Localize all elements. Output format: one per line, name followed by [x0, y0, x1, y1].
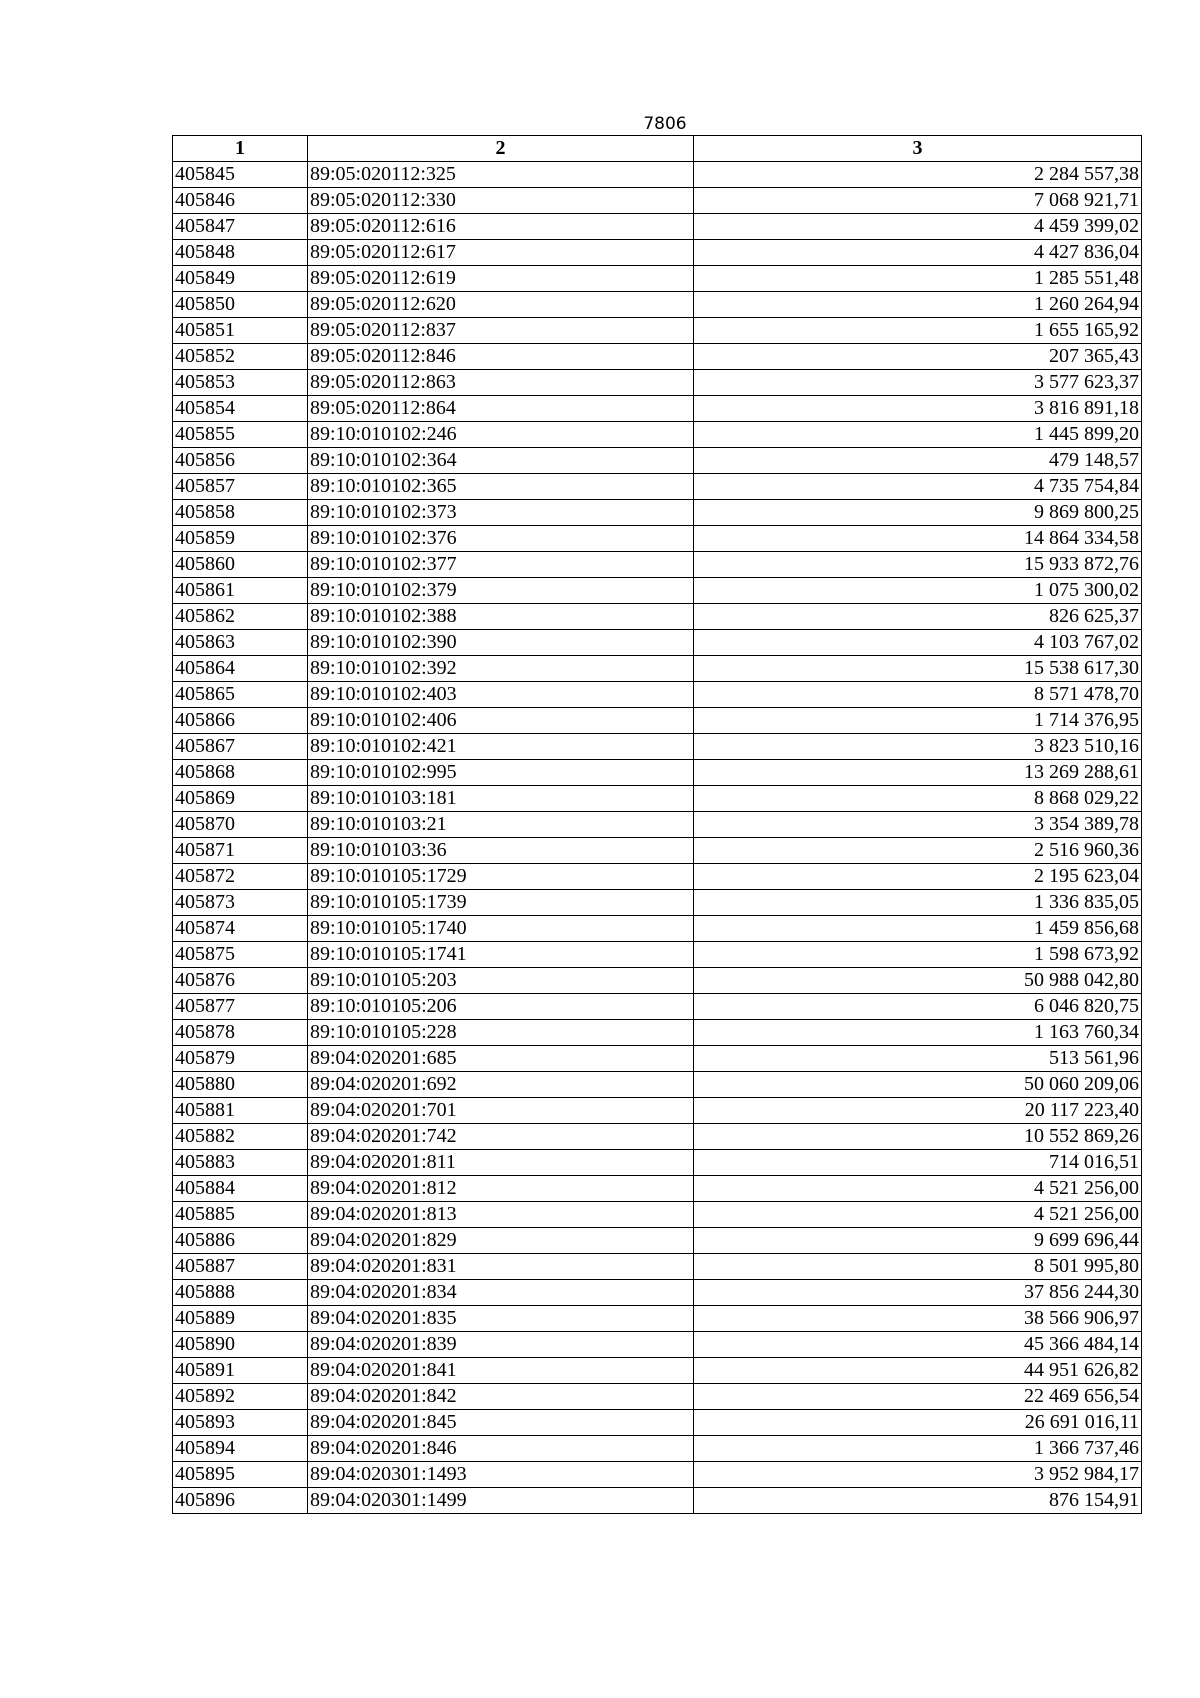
table-row: [173, 1150, 1142, 1176]
row-number-cell: 405854: [173, 396, 308, 422]
value-cell: 2 284 557,38: [694, 162, 1142, 188]
table-row: [173, 500, 1142, 526]
value-cell: 3 823 510,16: [694, 734, 1142, 760]
value-cell: 2 195 623,04: [694, 864, 1142, 890]
value-cell: 2 516 960,36: [694, 838, 1142, 864]
table-row: [173, 188, 1142, 214]
value-cell: 9 699 696,44: [694, 1228, 1142, 1254]
cadastral-number-cell: 89:04:020301:1493: [308, 1462, 694, 1488]
value-cell: 44 951 626,82: [694, 1358, 1142, 1384]
value-cell: 45 366 484,14: [694, 1332, 1142, 1358]
cadastral-number-cell: 89:04:020201:692: [308, 1072, 694, 1098]
cadastral-number-cell: 89:05:020112:846: [308, 344, 694, 370]
table-row: [173, 1202, 1142, 1228]
value-cell: 1 366 737,46: [694, 1436, 1142, 1462]
value-cell: 7 068 921,71: [694, 188, 1142, 214]
cadastral-number-cell: 89:04:020201:813: [308, 1202, 694, 1228]
row-number-cell: 405891: [173, 1358, 308, 1384]
row-number-cell: 405858: [173, 500, 308, 526]
row-number-cell: 405882: [173, 1124, 308, 1150]
row-number-cell: 405875: [173, 942, 308, 968]
table-row: [173, 1488, 1142, 1514]
table-row: [173, 838, 1142, 864]
row-number-cell: 405845: [173, 162, 308, 188]
cadastral-number-cell: 89:10:010102:373: [308, 500, 694, 526]
value-cell: 3 952 984,17: [694, 1462, 1142, 1488]
cadastral-number-cell: 89:10:010105:206: [308, 994, 694, 1020]
table-row: [173, 1436, 1142, 1462]
value-cell: 15 933 872,76: [694, 552, 1142, 578]
row-number-cell: 405893: [173, 1410, 308, 1436]
row-number-cell: 405870: [173, 812, 308, 838]
cadastral-number-cell: 89:04:020201:846: [308, 1436, 694, 1462]
table-row: [173, 1384, 1142, 1410]
cadastral-number-cell: 89:10:010102:403: [308, 682, 694, 708]
table-header-row: [173, 136, 1142, 162]
table-row: [173, 942, 1142, 968]
value-cell: 50 988 042,80: [694, 968, 1142, 994]
value-cell: 50 060 209,06: [694, 1072, 1142, 1098]
row-number-cell: 405877: [173, 994, 308, 1020]
row-number-cell: 405866: [173, 708, 308, 734]
cadastral-number-cell: 89:10:010105:1741: [308, 942, 694, 968]
page-number: 7806: [643, 114, 687, 134]
cadastral-number-cell: 89:10:010105:1740: [308, 916, 694, 942]
row-number-cell: 405887: [173, 1254, 308, 1280]
table-row: [173, 240, 1142, 266]
value-cell: 3 354 389,78: [694, 812, 1142, 838]
value-cell: 13 269 288,61: [694, 760, 1142, 786]
cadastral-number-cell: 89:10:010102:995: [308, 760, 694, 786]
table-row: [173, 1280, 1142, 1306]
table-row: [173, 474, 1142, 500]
cadastral-number-cell: 89:10:010102:376: [308, 526, 694, 552]
cadastral-number-cell: 89:04:020201:834: [308, 1280, 694, 1306]
table-row: [173, 1176, 1142, 1202]
cadastral-number-cell: 89:10:010102:246: [308, 422, 694, 448]
cadastral-number-cell: 89:04:020201:742: [308, 1124, 694, 1150]
value-cell: 15 538 617,30: [694, 656, 1142, 682]
value-cell: 513 561,96: [694, 1046, 1142, 1072]
row-number-cell: 405867: [173, 734, 308, 760]
table-row: [173, 266, 1142, 292]
cadastral-number-cell: 89:10:010102:377: [308, 552, 694, 578]
row-number-cell: 405889: [173, 1306, 308, 1332]
row-number-cell: 405883: [173, 1150, 308, 1176]
row-number-cell: 405869: [173, 786, 308, 812]
value-cell: 4 521 256,00: [694, 1202, 1142, 1228]
value-cell: 1 714 376,95: [694, 708, 1142, 734]
cadastral-number-cell: 89:10:010103:36: [308, 838, 694, 864]
value-cell: 714 016,51: [694, 1150, 1142, 1176]
value-cell: 38 566 906,97: [694, 1306, 1142, 1332]
row-number-cell: 405894: [173, 1436, 308, 1462]
value-cell: 1 285 551,48: [694, 266, 1142, 292]
row-number-cell: 405863: [173, 630, 308, 656]
row-number-cell: 405860: [173, 552, 308, 578]
row-number-cell: 405871: [173, 838, 308, 864]
table-row: [173, 1124, 1142, 1150]
row-number-cell: 405856: [173, 448, 308, 474]
cadastral-number-cell: 89:04:020201:685: [308, 1046, 694, 1072]
table-row: [173, 682, 1142, 708]
row-number-cell: 405857: [173, 474, 308, 500]
value-cell: 207 365,43: [694, 344, 1142, 370]
cadastral-number-cell: 89:05:020112:617: [308, 240, 694, 266]
cadastral-number-cell: 89:05:020112:620: [308, 292, 694, 318]
table-row: [173, 526, 1142, 552]
value-cell: 22 469 656,54: [694, 1384, 1142, 1410]
table-row: [173, 578, 1142, 604]
value-cell: 1 598 673,92: [694, 942, 1142, 968]
cadastral-number-cell: 89:04:020201:812: [308, 1176, 694, 1202]
value-cell: 20 117 223,40: [694, 1098, 1142, 1124]
row-number-cell: 405865: [173, 682, 308, 708]
value-cell: 26 691 016,11: [694, 1410, 1142, 1436]
row-number-cell: 405872: [173, 864, 308, 890]
cadastral-number-cell: 89:05:020112:863: [308, 370, 694, 396]
value-cell: 876 154,91: [694, 1488, 1142, 1514]
cadastral-number-cell: 89:04:020201:842: [308, 1384, 694, 1410]
table-row: [173, 1020, 1142, 1046]
cadastral-number-cell: 89:10:010103:21: [308, 812, 694, 838]
table-row: [173, 370, 1142, 396]
value-cell: 9 869 800,25: [694, 500, 1142, 526]
column-header-3: 3: [694, 136, 1142, 162]
row-number-cell: 405864: [173, 656, 308, 682]
row-number-cell: 405850: [173, 292, 308, 318]
value-cell: 8 501 995,80: [694, 1254, 1142, 1280]
row-number-cell: 405855: [173, 422, 308, 448]
value-cell: 1 163 760,34: [694, 1020, 1142, 1046]
cadastral-number-cell: 89:04:020201:845: [308, 1410, 694, 1436]
table-row: [173, 214, 1142, 240]
cadastral-number-cell: 89:05:020112:325: [308, 162, 694, 188]
value-cell: 1 445 899,20: [694, 422, 1142, 448]
cadastral-number-cell: 89:10:010105:228: [308, 1020, 694, 1046]
row-number-cell: 405853: [173, 370, 308, 396]
value-cell: 8 571 478,70: [694, 682, 1142, 708]
row-number-cell: 405876: [173, 968, 308, 994]
value-cell: 4 459 399,02: [694, 214, 1142, 240]
value-cell: 3 577 623,37: [694, 370, 1142, 396]
row-number-cell: 405880: [173, 1072, 308, 1098]
row-number-cell: 405848: [173, 240, 308, 266]
table-row: [173, 604, 1142, 630]
table-row: [173, 1462, 1142, 1488]
table-row: [173, 448, 1142, 474]
row-number-cell: 405862: [173, 604, 308, 630]
table-row: [173, 890, 1142, 916]
row-number-cell: 405847: [173, 214, 308, 240]
value-cell: 14 864 334,58: [694, 526, 1142, 552]
cadastral-number-cell: 89:04:020201:839: [308, 1332, 694, 1358]
row-number-cell: 405846: [173, 188, 308, 214]
table-row: [173, 1254, 1142, 1280]
cadastral-number-cell: 89:10:010102:365: [308, 474, 694, 500]
value-cell: 8 868 029,22: [694, 786, 1142, 812]
row-number-cell: 405873: [173, 890, 308, 916]
row-number-cell: 405849: [173, 266, 308, 292]
value-cell: 4 735 754,84: [694, 474, 1142, 500]
cadastral-number-cell: 89:10:010102:388: [308, 604, 694, 630]
table-row: [173, 630, 1142, 656]
table-row: [173, 396, 1142, 422]
row-number-cell: 405878: [173, 1020, 308, 1046]
row-number-cell: 405868: [173, 760, 308, 786]
row-number-cell: 405852: [173, 344, 308, 370]
value-cell: 37 856 244,30: [694, 1280, 1142, 1306]
value-cell: 826 625,37: [694, 604, 1142, 630]
table-row: [173, 734, 1142, 760]
cadastral-number-cell: 89:04:020201:829: [308, 1228, 694, 1254]
value-cell: 1 336 835,05: [694, 890, 1142, 916]
table-row: [173, 1358, 1142, 1384]
cadastral-number-cell: 89:10:010105:1729: [308, 864, 694, 890]
cadastral-number-cell: 89:04:020301:1499: [308, 1488, 694, 1514]
table-row: [173, 1046, 1142, 1072]
cadastral-number-cell: 89:05:020112:864: [308, 396, 694, 422]
row-number-cell: 405886: [173, 1228, 308, 1254]
table-row: [173, 318, 1142, 344]
row-number-cell: 405851: [173, 318, 308, 344]
cadastral-number-cell: 89:05:020112:616: [308, 214, 694, 240]
value-cell: 4 427 836,04: [694, 240, 1142, 266]
table-row: [173, 708, 1142, 734]
value-cell: 6 046 820,75: [694, 994, 1142, 1020]
cadastral-number-cell: 89:10:010102:392: [308, 656, 694, 682]
value-cell: 4 521 256,00: [694, 1176, 1142, 1202]
table-row: [173, 1410, 1142, 1436]
cadastral-number-cell: 89:05:020112:837: [308, 318, 694, 344]
cadastral-number-cell: 89:04:020201:831: [308, 1254, 694, 1280]
cadastral-number-cell: 89:10:010102:406: [308, 708, 694, 734]
table-row: [173, 292, 1142, 318]
row-number-cell: 405884: [173, 1176, 308, 1202]
row-number-cell: 405892: [173, 1384, 308, 1410]
table-row: [173, 656, 1142, 682]
cadastral-number-cell: 89:04:020201:841: [308, 1358, 694, 1384]
cadastral-number-cell: 89:10:010102:390: [308, 630, 694, 656]
table-row: [173, 1306, 1142, 1332]
table-row: [173, 1098, 1142, 1124]
table-row: [173, 916, 1142, 942]
cadastral-number-cell: 89:04:020201:701: [308, 1098, 694, 1124]
cadastral-number-cell: 89:10:010103:181: [308, 786, 694, 812]
cadastral-number-cell: 89:05:020112:330: [308, 188, 694, 214]
table-row: [173, 786, 1142, 812]
table-row: [173, 760, 1142, 786]
column-header-1: 1: [173, 136, 308, 162]
value-cell: 1 075 300,02: [694, 578, 1142, 604]
table-row: [173, 344, 1142, 370]
row-number-cell: 405895: [173, 1462, 308, 1488]
row-number-cell: 405881: [173, 1098, 308, 1124]
table-row: [173, 812, 1142, 838]
cadastral-number-cell: 89:10:010102:421: [308, 734, 694, 760]
value-cell: 4 103 767,02: [694, 630, 1142, 656]
value-cell: 1 260 264,94: [694, 292, 1142, 318]
table-row: [173, 864, 1142, 890]
table-row: [173, 552, 1142, 578]
value-cell: 1 655 165,92: [694, 318, 1142, 344]
cadastral-number-cell: 89:10:010105:1739: [308, 890, 694, 916]
row-number-cell: 405879: [173, 1046, 308, 1072]
value-cell: 1 459 856,68: [694, 916, 1142, 942]
cadastral-number-cell: 89:04:020201:835: [308, 1306, 694, 1332]
value-cell: 479 148,57: [694, 448, 1142, 474]
cadastral-number-cell: 89:04:020201:811: [308, 1150, 694, 1176]
row-number-cell: 405888: [173, 1280, 308, 1306]
value-cell: 10 552 869,26: [694, 1124, 1142, 1150]
row-number-cell: 405890: [173, 1332, 308, 1358]
cadastral-number-cell: 89:10:010105:203: [308, 968, 694, 994]
table-body: [173, 162, 1142, 1514]
row-number-cell: 405885: [173, 1202, 308, 1228]
row-number-cell: 405861: [173, 578, 308, 604]
table-row: [173, 162, 1142, 188]
table-row: [173, 1072, 1142, 1098]
table-row: [173, 1332, 1142, 1358]
cadastral-number-cell: 89:10:010102:364: [308, 448, 694, 474]
column-header-2: 2: [308, 136, 694, 162]
table-row: [173, 422, 1142, 448]
table-row: [173, 968, 1142, 994]
row-number-cell: 405874: [173, 916, 308, 942]
data-table: [172, 135, 1142, 1514]
row-number-cell: 405896: [173, 1488, 308, 1514]
value-cell: 3 816 891,18: [694, 396, 1142, 422]
table-row: [173, 994, 1142, 1020]
cadastral-number-cell: 89:05:020112:619: [308, 266, 694, 292]
cadastral-number-cell: 89:10:010102:379: [308, 578, 694, 604]
table-row: [173, 1228, 1142, 1254]
row-number-cell: 405859: [173, 526, 308, 552]
